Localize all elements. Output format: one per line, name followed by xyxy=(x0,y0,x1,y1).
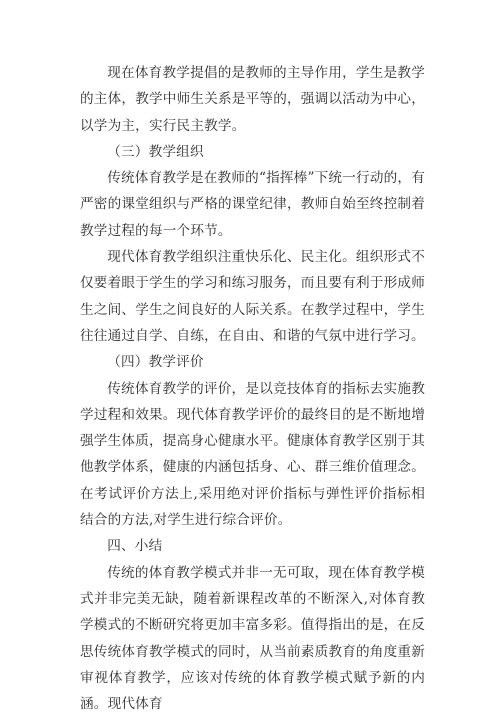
paragraph-summary: 传统的体育教学模式并非一无可取，现在体育教学模式并非完美无缺，随着新课程改革的不断深入,对体育教学模式的不断研究将更加丰富多彩。值得指出的是，在反思传统体育教学模式的同时，从当前素质教育的角度重新审视体育教学，应该对传统的体育教学模式赋予新的内涵。现代体育 xyxy=(80,564,425,713)
document-body xyxy=(80,60,425,717)
paragraph-traditional-organization: 传统体育教学是在教师的“指挥棒”下统一行动的，有严密的课堂组织与严格的课堂纪律，教师自始至终控制着教学过程的每一个环节。 xyxy=(80,170,425,239)
paragraph-modern-organization: 现代体育教学组织注重快乐化、民主化。组织形式不仅要着眼于学生的学习和练习服务，而且要有利于形成师生之间、学生之间良好的人际关系。在教学过程中，学生往往通过自学、自练，在自由、和谐的气氛中进行学习。 xyxy=(80,249,425,344)
paragraph-teacher-role: 现在体育教学提倡的是教师的主导作用，学生是教学的主体，教学中师生关系是平等的，强调以活动为中心，以学为主，实行民主教学。 xyxy=(80,65,425,134)
section-heading-teaching-organization: （三）教学组织 xyxy=(107,143,204,160)
section-heading-summary: 四、小结 xyxy=(107,538,163,555)
paragraph-evaluation: 传统体育教学的评价，是以竞技体育的指标去实施教学过程和效果。现代体育教学评价的最终目的是不断地增强学生体质，提高身心健康水平。健康体育教学区别于其他教学体系，健康的内涵包括身、心、群三维价值理念。在考试评价方法上,采用绝对评价指标与弹性评价指标相结合的方法,对学生进行综合评价。 xyxy=(80,380,425,529)
section-heading-teaching-evaluation: （四）教学评价 xyxy=(107,354,204,371)
